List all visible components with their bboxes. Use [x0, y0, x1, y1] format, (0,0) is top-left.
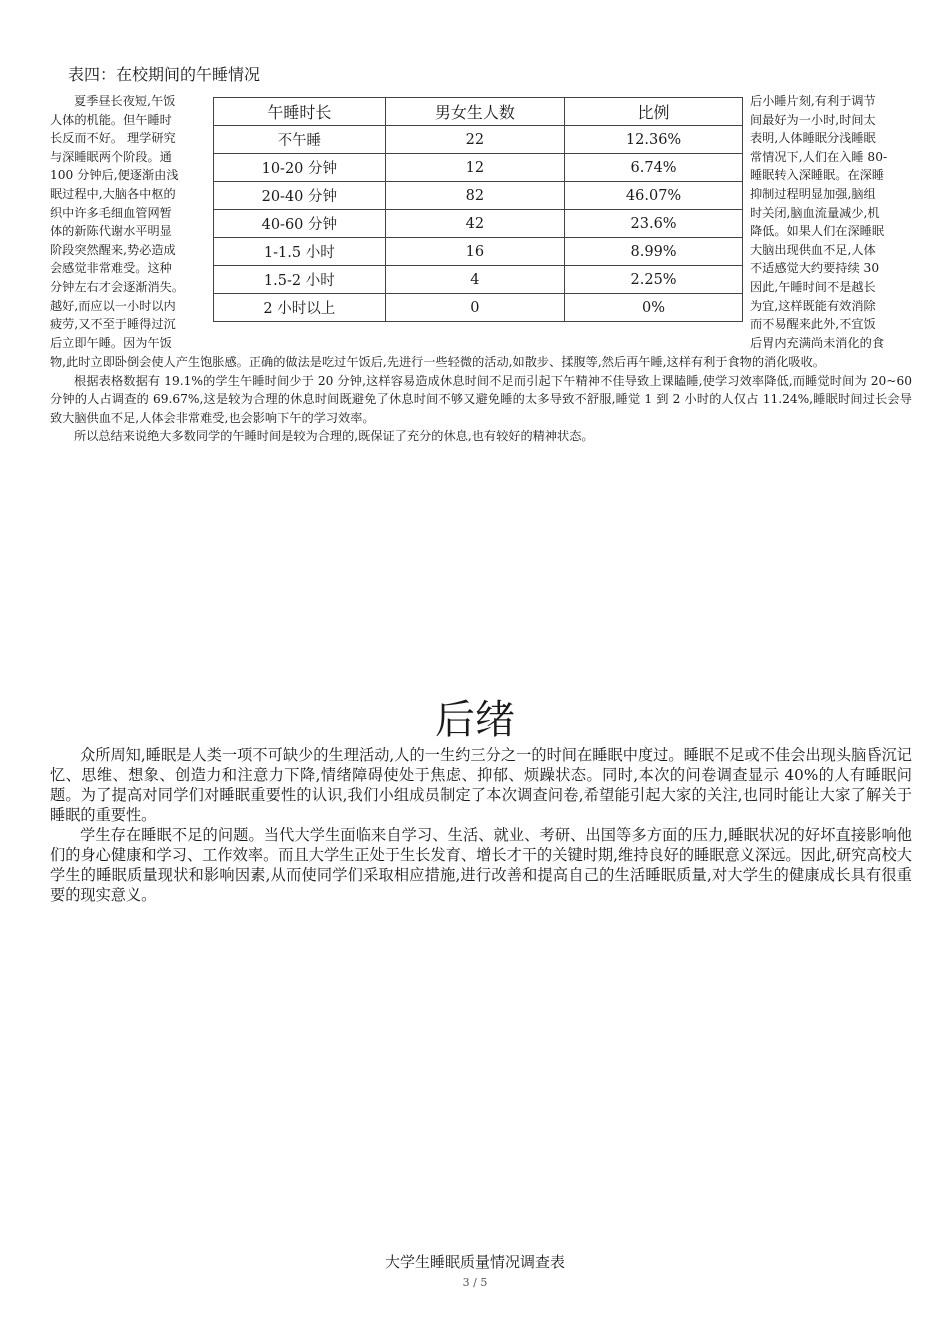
table-caption: 表四：在校期间的午睡情况: [68, 65, 261, 84]
wrap-line: 眠过程中,大脑各中枢的: [50, 186, 176, 201]
wrap-line: 抑制过程明显加强,脑组: [750, 186, 876, 201]
cell-count: 42: [385, 210, 564, 238]
right-wrap-column: [750, 92, 910, 352]
cell-count: 82: [385, 182, 564, 210]
wrap-line: 不适感觉大约要持续 30: [750, 261, 880, 276]
cell-count: 12: [385, 154, 564, 182]
cell-duration: 2 小时以上: [214, 294, 386, 322]
page-number: 3 / 5: [462, 1276, 488, 1289]
cell-count: 16: [385, 238, 564, 266]
header-ratio: 比例: [565, 98, 743, 126]
cell-ratio: 8.99%: [565, 238, 743, 266]
wrap-line: 间最好为一小时,时间太: [750, 112, 876, 127]
cell-duration: 20-40 分钟: [214, 182, 386, 210]
analysis-paragraph: 根据表格数据有 19.1%的学生午睡时间少于 20 分钟,这样容易造成休息时间不足而引起下午精神不佳导致上课瞌睡,使学习效率降低,而睡觉时间为 20~60 分钟的人占调查的 69.67%,这是较为合理的休息时间既避免了休息时间不够又避免睡的太多导致不舒服,睡觉 1 到 2 小时的人仅占 11.24%,睡眠时间过长会导致大脑供血不足,人体会非常难受,也会影响下午的学习效率。: [50, 373, 912, 425]
table-row: [214, 126, 743, 154]
wrap-line: 睡眠转入深睡眠。在深睡: [750, 168, 885, 183]
wrap-line: 因此,午睡时间不是越长: [750, 279, 876, 294]
cell-duration: 1.5-2 小时: [214, 266, 386, 294]
cell-ratio: 0%: [565, 294, 743, 322]
wrap-line: 疲劳,又不至于睡得过沉: [50, 317, 176, 332]
wrap-line: 后小睡片刻,有利于调节: [750, 94, 876, 108]
wrap-line: 夏季昼长夜短,午饭: [74, 94, 176, 108]
cell-count: 4: [385, 266, 564, 294]
table-row: [214, 154, 743, 182]
header-duration: 午睡时长: [214, 98, 386, 126]
table-row: [214, 294, 743, 322]
cell-ratio: 6.74%: [565, 154, 743, 182]
cell-duration: 10-20 分钟: [214, 154, 386, 182]
cell-duration: 1-1.5 小时: [214, 238, 386, 266]
wrap-line: 100 分钟后,便逐渐由浅: [50, 168, 179, 183]
wrap-line: 为宜,这样既能有效消除: [750, 298, 876, 313]
cell-duration: 40-60 分钟: [214, 210, 386, 238]
cell-ratio: 2.25%: [565, 266, 743, 294]
wrap-line: 越好,而应以一小时以内: [50, 298, 176, 313]
wrap-line: 阶段突然醒来,势必造成: [50, 242, 176, 257]
cell-count: 22: [385, 126, 564, 154]
cell-ratio: 23.6%: [565, 210, 743, 238]
header-count: 男女生人数: [385, 98, 564, 126]
cell-count: 0: [385, 294, 564, 322]
wrap-line: 与深睡眠两个阶段。通: [50, 149, 172, 164]
nap-duration-table: [213, 97, 743, 322]
wrap-line: 时关闭,脑血流量减少,机: [750, 205, 880, 220]
wrap-line: 后胃内充满尚未消化的食: [750, 335, 885, 350]
epilogue-paragraph: 众所周知,睡眠是人类一项不可缺少的生理活动,人的一生约三分之一的时间在睡眠中度过。睡眠不足或不佳会出现头脑昏沉记忆、思维、想象、创造力和注意力下降,情绪障碍使处于焦虑、抑郁、烦躁状态。同时,本次的问卷调查显示 40%的人有睡眠问题。为了提高对同学们对睡眠重要性的认识,我们小组成员制定了本次调查问卷,希望能引起大家的关注,也同时能让大家了解关于睡眠的重要性。: [50, 746, 912, 824]
wrap-continuation: 物,此时立即卧倒会使人产生饱胀感。正确的做法是吃过午饭后,先进行一些轻微的活动,如散步、揉腹等,然后再午睡,这样有利于食物的消化吸收。: [50, 355, 825, 369]
cell-ratio: 46.07%: [565, 182, 743, 210]
footer-title: 大学生睡眠质量情况调查表: [384, 1253, 565, 1271]
table-header-row: [214, 98, 743, 126]
wrap-line: 表明,人体睡眠分浅睡眠: [750, 131, 876, 146]
table-row: [214, 238, 743, 266]
wrap-line: 降低。如果人们在深睡眠: [750, 224, 885, 239]
wrap-line: 体的新陈代谢水平明显: [50, 224, 172, 239]
wrap-line: 后立即午睡。因为午饭: [50, 335, 172, 350]
wrap-line: 会感觉非常难受。这种: [50, 261, 172, 276]
analysis-conclusion: 所以总结来说绝大多数同学的午睡时间是较为合理的,既保证了充分的休息,也有较好的精神状态。: [74, 429, 594, 444]
cell-duration: 不午睡: [214, 126, 386, 154]
table-row: [214, 210, 743, 238]
body-text: [50, 353, 912, 446]
epilogue-paragraph: 学生存在睡眠不足的问题。当代大学生面临来自学习、生活、就业、考研、出国等多方面的压力,睡眠状况的好坏直接影响他们的身心健康和学习、工作效率。而且大学生正处于生长发育、增长才干的关键时期,维持良好的睡眠意义深远。因此,研究高校大学生的睡眠质量现状和影响因素,从而使同学们采取相应措施,进行改善和提高自己的生活睡眠质量,对大学生的健康成长具有很重要的现实意义。: [50, 826, 912, 904]
table-row: [214, 266, 743, 294]
table-row: [214, 182, 743, 210]
left-wrap-column: [50, 92, 205, 352]
epilogue-heading: 后绪: [435, 697, 515, 743]
wrap-line: 长反而不好。 理学研究: [50, 131, 176, 146]
wrap-line: 人体的机能。但午睡时: [50, 112, 172, 127]
wrap-line: 分钟左右才会逐渐消失。: [50, 279, 185, 294]
wrap-line: 常情况下,人们在入睡 80-: [750, 149, 888, 164]
cell-ratio: 12.36%: [565, 126, 743, 154]
epilogue-body: [50, 745, 912, 905]
wrap-line: 大脑出现供血不足,人体: [750, 242, 876, 257]
wrap-line: 而不易醒来此外,不宜饭: [750, 317, 876, 332]
wrap-line: 织中许多毛细血管网暂: [50, 205, 172, 220]
